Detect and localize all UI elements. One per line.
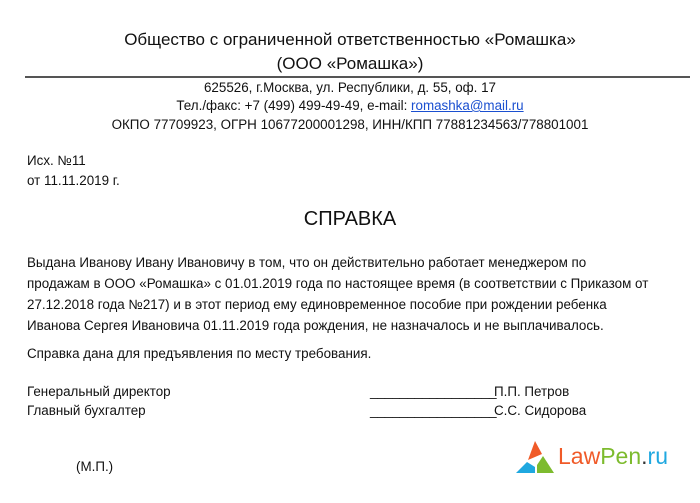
outgoing-date: от 11.11.2019 г. [27,173,120,188]
body-paragraph [27,252,677,336]
org-contacts [0,98,700,113]
lawpen-logo [515,440,555,479]
org-codes: ОКПО 77709923, ОГРН 10677200001298, ИНН/КПП 77881234563/778801001 [111,117,589,132]
logo-ru: ru [647,443,668,469]
org-address: 625526, г.Москва, ул. Республики, д. 55, оф. 17 [203,80,497,95]
body-line: Иванова Сергея Ивановича 01.11.2019 года рождения, не назначалось и не выплачивалось. [27,318,604,333]
org-short-name: (ООО «Ромашка») [276,54,424,73]
logo-law: Law [558,443,601,469]
document-title: СПРАВКА [303,208,397,230]
stamp-placeholder: (М.П.) [76,459,114,474]
signature-name: С.С. Сидорова [494,403,587,418]
signature-line: _________________ [370,384,497,399]
logo-dot: . [641,443,648,469]
body-line: Выдана Иванову Ивану Ивановичу в том, что он действительно работает менеджером по [27,255,587,270]
logo-pen: Pen [600,443,642,469]
signature-role: Генеральный директор [27,384,171,399]
signature-name: П.П. Петров [494,384,570,399]
triangle-logo-icon [515,440,555,474]
org-name: Общество с ограниченной ответственностью «Ромашка» [124,30,576,49]
signature-line: _________________ [370,403,497,418]
body-line: 27.12.2018 года №217) и в этот период ему единовременное пособие при рождении ребенка [27,297,607,312]
email-link[interactable]: romashka@mail.ru [411,98,524,113]
purpose-text: Справка дана для предъявления по месту требования. [27,346,372,361]
signature-role: Главный бухгалтер [27,403,146,418]
contacts-text: Тел./факс: +7 (499) 499-49-49, e-mail: [176,98,412,113]
outgoing-number: Исх. №11 [27,153,86,168]
lawpen-wordmark [558,443,668,470]
body-line: продажам в ООО «Ромашка» с 01.01.2019 года по настоящее время (в соответствии с Приказом от [27,276,649,291]
header-divider [25,76,690,78]
